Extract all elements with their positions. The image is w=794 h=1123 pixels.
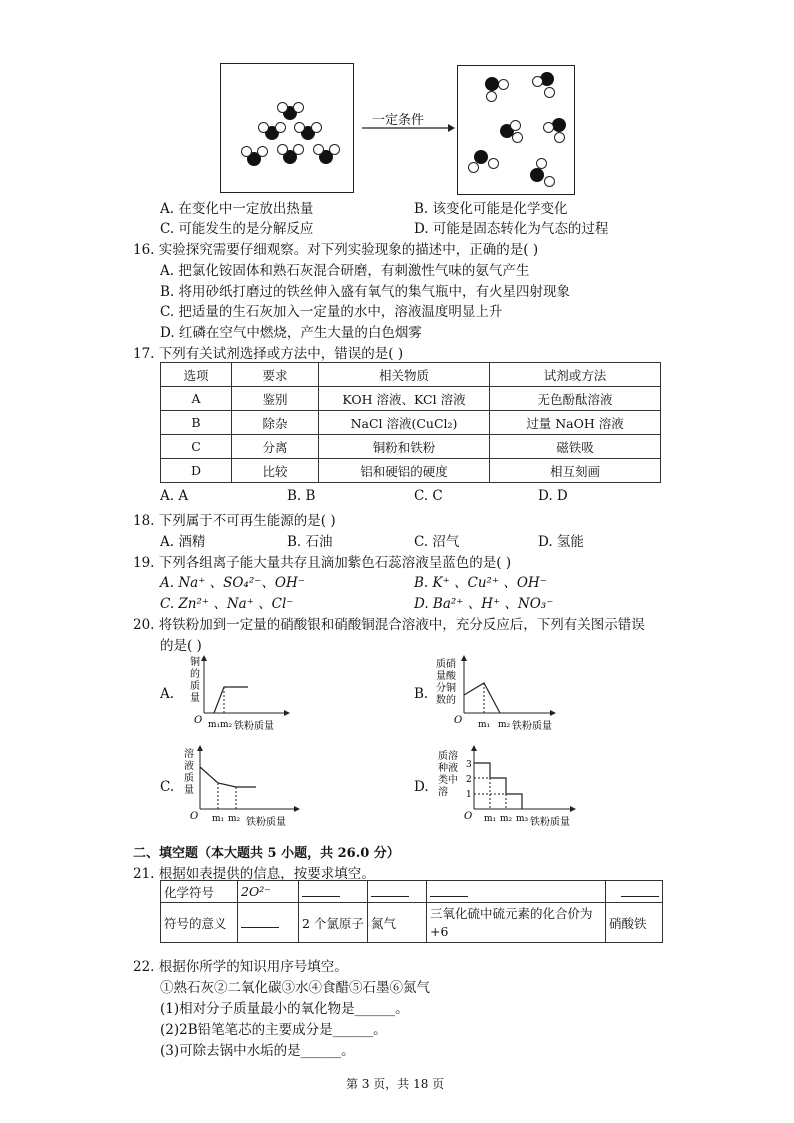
tick-m2: m₂: [500, 814, 513, 824]
tick-m3: m₃: [516, 814, 529, 824]
table-row: [161, 881, 663, 903]
q18-option-a[interactable]: A. 酒精: [160, 534, 206, 550]
table-header: 要求: [232, 363, 319, 387]
table-cell: 铜粉和铁粉: [319, 435, 490, 459]
table-cell: B: [161, 411, 232, 435]
y-label-char: 的: [190, 669, 200, 680]
table-cell: 比较: [232, 459, 319, 483]
table-header-row: [161, 363, 661, 387]
tick-m1: m₁: [484, 814, 497, 824]
origin-label: O: [454, 715, 463, 726]
q15-option-b[interactable]: B. 该变化可能是化学变化: [414, 201, 568, 217]
table-cell: 铝和硬铝的硬度: [319, 459, 490, 483]
y-label-char: 溶: [438, 787, 448, 798]
q22-choices: ①熟石灰②二氧化碳③水④食醋⑤石墨⑥氮气: [160, 980, 430, 996]
y-label-char: 量酸: [436, 671, 456, 682]
y-label-char: 质溶: [438, 751, 458, 762]
y-label-char: 质硝: [436, 659, 456, 670]
table-header: 试剂或方法: [490, 363, 661, 387]
y-label-char: 质: [190, 681, 200, 692]
graph-c: [180, 745, 310, 830]
table-cell: A: [161, 387, 232, 411]
q17-option-c[interactable]: C. C: [414, 488, 443, 504]
y-label-char: 量: [190, 693, 200, 704]
q18-stem: 18. 下列属于不可再生能源的是( ): [133, 513, 336, 529]
table-header: 相关物质: [319, 363, 490, 387]
answer-blank[interactable]: [427, 881, 606, 903]
q17-table: [160, 362, 661, 483]
q18-option-c[interactable]: C. 沼气: [414, 534, 460, 550]
q16-stem: 16. 实验探究需要仔细观察。对下列实验现象的描述中，正确的是( ): [133, 242, 539, 258]
tick-1: 1: [466, 790, 472, 800]
x-axis-label: 铁粉质量: [530, 817, 570, 828]
q19-option-c[interactable]: C. Zn²⁺ 、Na⁺ 、Cl⁻: [160, 596, 294, 612]
q17-stem: 17. 下列有关试剂选择或方法中，错误的是( ): [133, 346, 404, 362]
table-cell: C: [161, 435, 232, 459]
table-cell: 氮气: [368, 903, 427, 943]
y-label-char: 数的: [436, 695, 456, 706]
y-label-char: 质: [184, 773, 194, 784]
tick-m2: m₂: [228, 814, 241, 824]
q17-option-b[interactable]: B. B: [287, 488, 316, 504]
graph-a: [180, 655, 310, 735]
graph-d: [434, 745, 594, 830]
q16-option-d[interactable]: D. 红磷在空气中燃烧，产生大量的白色烟雾: [160, 325, 422, 341]
x-axis-label: 铁粉质量: [512, 721, 552, 732]
table-row: [161, 435, 661, 459]
table-cell: KOH 溶液、KCl 溶液: [319, 387, 490, 411]
q22-stem: 22. 根据你所学的知识用序号填空。: [133, 959, 348, 975]
arrow-label: 一定条件: [372, 113, 425, 128]
q20-option-a[interactable]: A.: [160, 686, 175, 702]
table-cell: 分离: [232, 435, 319, 459]
q20-option-c[interactable]: C.: [160, 779, 175, 795]
table-cell: 2 个氯原子: [299, 903, 368, 943]
table-cell: 过量 NaOH 溶液: [490, 411, 661, 435]
table-cell: 除杂: [232, 411, 319, 435]
tick-m2: m₂: [220, 720, 233, 730]
before-reaction-box: [220, 63, 354, 193]
y-label-char: 溶: [184, 749, 194, 760]
page-footer: 第 3 页，共 18 页: [346, 1077, 445, 1091]
y-label-char: 类中: [438, 775, 458, 786]
q21-table: [160, 880, 663, 943]
y-label-char: 铜: [190, 657, 200, 668]
table-cell: 相互刻画: [490, 459, 661, 483]
table-cell: 磁铁吸: [490, 435, 661, 459]
q22-sub1[interactable]: (1)相对分子质量最小的氧化物是______。: [160, 1001, 409, 1017]
y-label-char: 液: [184, 761, 194, 772]
tick-m2: m₂: [498, 720, 511, 730]
q17-option-d[interactable]: D. D: [538, 488, 568, 504]
q15-option-c[interactable]: C. 可能发生的是分解反应: [160, 221, 314, 237]
after-reaction-box: [457, 65, 575, 195]
table-cell: 硝酸铁: [606, 903, 663, 943]
q19-stem: 19. 下列各组离子能大量共存且滴加紫色石蕊溶液呈蓝色的是( ): [133, 555, 512, 571]
answer-blank[interactable]: [299, 881, 368, 903]
table-cell: 无色酚酞溶液: [490, 387, 661, 411]
tick-m1: m₁: [208, 720, 221, 730]
origin-label: O: [194, 715, 203, 726]
y-label-char: 量: [184, 785, 194, 796]
tick-3: 3: [466, 760, 472, 770]
q20-stem-line1: 20. 将铁粉加到一定量的硝酸银和硝酸铜混合溶液中，充分反应后，下列有关图示错误: [133, 617, 645, 633]
q21-stem: 21. 根据如表提供的信息，按要求填空。: [133, 866, 375, 882]
q22-sub2[interactable]: (2)2B铅笔笔芯的主要成分是______。: [160, 1022, 387, 1038]
section-heading: 二、填空题（本大题共 5 小题，共 26.0 分）: [133, 846, 400, 861]
q19-option-d[interactable]: D. Ba²⁺ 、H⁺ 、NO₃⁻: [414, 596, 554, 612]
tick-2: 2: [466, 775, 472, 785]
q18-option-b[interactable]: B. 石油: [287, 534, 333, 550]
origin-label: O: [464, 811, 473, 822]
right-arrow-icon: [360, 122, 456, 134]
q22-sub3[interactable]: (3)可除去锅中水垢的是______。: [160, 1043, 355, 1059]
q19-option-a[interactable]: A. Na⁺ 、SO₄²⁻、OH⁻: [160, 575, 305, 591]
y-label-char: 种液: [438, 763, 458, 774]
table-row: [161, 411, 661, 435]
tick-m1: m₁: [478, 720, 491, 730]
table-cell: 化学符号: [161, 881, 238, 903]
q18-option-d[interactable]: D. 氢能: [538, 534, 584, 550]
table-cell: 2O²⁻: [238, 881, 299, 903]
answer-blank[interactable]: [606, 881, 663, 903]
q17-option-a[interactable]: A. A: [160, 488, 189, 504]
x-axis-label: 铁粉质量: [234, 721, 274, 732]
q20-option-b[interactable]: B.: [414, 686, 429, 702]
graph-b: [434, 655, 584, 735]
q19-option-b[interactable]: B. K⁺ 、Cu²⁺ 、OH⁻: [414, 575, 547, 591]
y-label-char: 分铜: [436, 683, 456, 694]
table-row: [161, 459, 661, 483]
q20-stem-line2: 的是( ): [160, 638, 202, 654]
table-cell: NaCl 溶液(CuCl₂): [319, 411, 490, 435]
x-axis-label: 铁粉质量: [246, 817, 286, 828]
q15-option-d[interactable]: D. 可能是固态转化为气态的过程: [414, 221, 609, 237]
q16-option-c[interactable]: C. 把适量的生石灰加入一定量的水中，溶液温度明显上升: [160, 304, 503, 320]
q16-option-a[interactable]: A. 把氯化铵固体和熟石灰混合研磨，有刺激性气味的氨气产生: [160, 263, 530, 279]
answer-blank[interactable]: [238, 903, 299, 943]
q20-option-d[interactable]: D.: [414, 779, 429, 795]
q15-option-a[interactable]: A. 在变化中一定放出热量: [160, 201, 314, 217]
table-cell: 三氧化硫中硫元素的化合价为 +6: [427, 903, 606, 943]
table-cell: D: [161, 459, 232, 483]
origin-label: O: [190, 811, 199, 822]
table-cell: 鉴别: [232, 387, 319, 411]
q16-option-b[interactable]: B. 将用砂纸打磨过的铁丝伸入盛有氧气的集气瓶中，有火星四射现象: [160, 284, 571, 300]
table-header: 选项: [161, 363, 232, 387]
tick-m1: m₁: [212, 814, 225, 824]
answer-blank[interactable]: [368, 881, 427, 903]
table-cell: 符号的意义: [161, 903, 238, 943]
table-row: [161, 903, 663, 943]
table-row: [161, 387, 661, 411]
